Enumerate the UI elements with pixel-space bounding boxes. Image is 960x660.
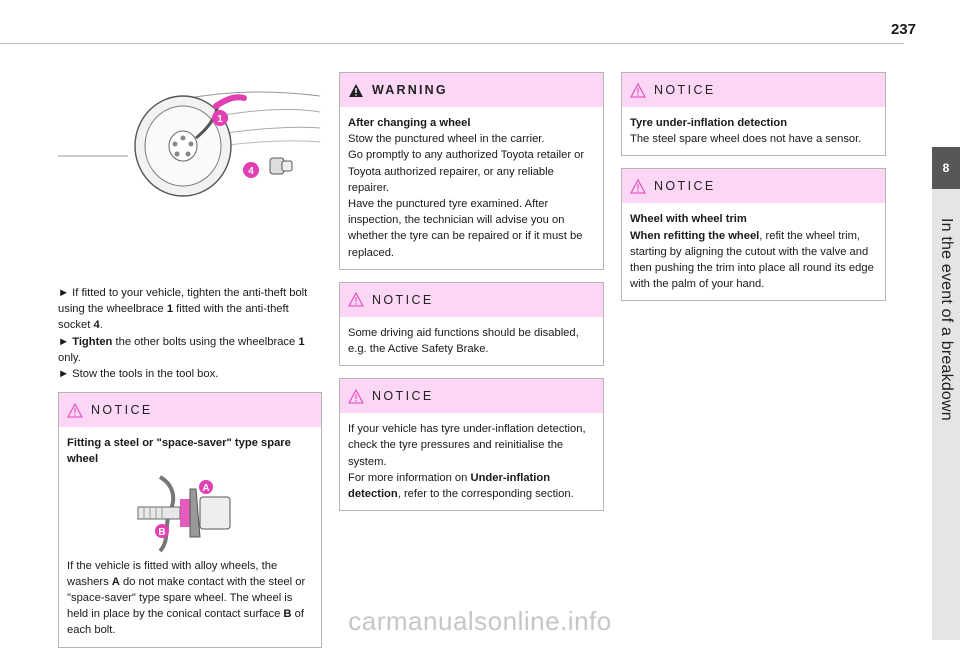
notice-text: If the vehicle is fitted with alloy wheels, the washers A do not make contact with the steel or "space-saver" type spare wheel. The wheel is held in place by the conical contact surface B of each bolt. bbox=[67, 559, 306, 637]
step-item: ► Stow the tools in the tool box. bbox=[58, 368, 219, 381]
warning-triangle-icon bbox=[630, 83, 646, 98]
warning-subtitle: After changing a wheel bbox=[348, 117, 471, 129]
warning-line: Have the punctured tyre examined. After inspection, the technician will advise you on whether the tyre can be repaired or if it must be replaced. bbox=[348, 198, 583, 259]
notice-subtitle: Tyre under-inflation detection bbox=[630, 117, 788, 129]
notice-header bbox=[59, 393, 321, 427]
figure-label-1: 1 bbox=[217, 114, 223, 125]
steps-list bbox=[58, 285, 322, 382]
figure-label-4: 4 bbox=[248, 166, 254, 177]
warning-filled-icon bbox=[348, 83, 364, 98]
notice-header bbox=[340, 283, 603, 317]
step-item: ► Tighten the other bolts using the wheelbrace 1 only. bbox=[58, 335, 305, 364]
notice-tyre-sensor bbox=[621, 72, 886, 156]
notice-header bbox=[622, 169, 885, 203]
wheel-illustration bbox=[58, 78, 322, 198]
notice-title: NOTICE bbox=[654, 83, 716, 97]
notice-text: If your vehicle has tyre under-inflation detection, check the tyre pressures and reinitialise the system. bbox=[348, 423, 586, 468]
warning-line: Stow the punctured wheel in the carrier. bbox=[348, 133, 545, 146]
notice-title: NOTICE bbox=[372, 292, 434, 307]
notice-title: NOTICE bbox=[372, 389, 434, 404]
notice-subtitle: Wheel with wheel trim bbox=[630, 213, 747, 226]
column-2 bbox=[339, 72, 604, 523]
notice-text: When refitting the wheel, refit the wheel trim, starting by aligning the cutout with the valve and then pushing the trim into place all round its edge with the palm of your hand. bbox=[630, 229, 874, 291]
figure-label-a: A bbox=[202, 482, 210, 494]
watermark: carmanualsonline.info bbox=[348, 606, 612, 636]
notice-title: NOTICE bbox=[91, 403, 153, 418]
notice-subtitle: Fitting a steel or "space-saver" type spare wheel bbox=[67, 437, 291, 466]
warning-triangle-icon bbox=[67, 403, 83, 418]
figure-wheel-bolt bbox=[58, 78, 322, 273]
notice-header bbox=[340, 379, 603, 413]
chapter-number: 8 bbox=[942, 161, 950, 175]
page-number: 237 bbox=[890, 21, 916, 38]
notice-reference: For more information on Under-inflation detection, refer to the corresponding section. bbox=[348, 471, 574, 501]
notice-under-inflation bbox=[339, 378, 604, 511]
chapter-title-container bbox=[932, 189, 960, 449]
warning-title: WARNING bbox=[372, 83, 448, 97]
chapter-tab[interactable] bbox=[932, 147, 960, 189]
figure-bolt-washers bbox=[67, 468, 313, 558]
notice-header bbox=[622, 73, 885, 107]
notice-text: Some driving aid functions should be disabled, e.g. the Active Safety Brake. bbox=[348, 326, 579, 356]
warning-after-changing-wheel bbox=[339, 72, 604, 270]
figure-label-b: B bbox=[158, 526, 166, 538]
step-item: ► If fitted to your vehicle, tighten the anti-theft bolt using the wheelbrace 1 fitted with the anti-theft socket 4. bbox=[58, 287, 308, 332]
chapter-title: In the event of a breakdown bbox=[938, 217, 955, 421]
column-1 bbox=[58, 0, 322, 660]
column-3 bbox=[621, 72, 886, 313]
warning-header bbox=[340, 73, 603, 107]
notice-title: NOTICE bbox=[654, 179, 716, 194]
notice-wheel-trim bbox=[621, 168, 886, 301]
warning-triangle-icon bbox=[630, 179, 646, 194]
warning-triangle-icon bbox=[348, 292, 364, 307]
warning-triangle-icon bbox=[348, 389, 364, 404]
warning-line: Go promptly to any authorized Toyota retailer or Toyota authorized repairer, or any reliable repairer. bbox=[348, 149, 585, 194]
notice-text: The steel spare wheel does not have a sensor. bbox=[630, 133, 862, 146]
bolt-illustration bbox=[130, 471, 250, 555]
notice-driving-aid bbox=[339, 282, 604, 366]
